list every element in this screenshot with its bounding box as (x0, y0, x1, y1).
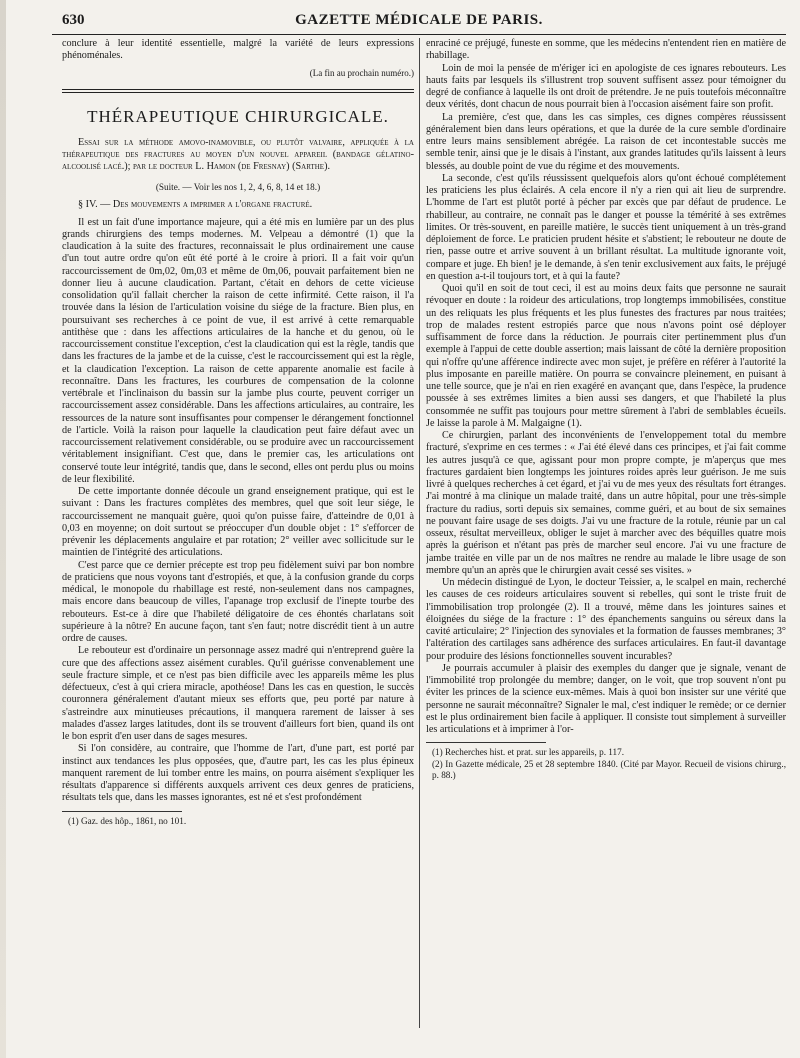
journal-title: GAZETTE MÉDICALE DE PARIS. (295, 12, 543, 28)
paragraph: enraciné ce préjugé, funeste en somme, que les médecins n'entendent rien en matière de rhabillage. (426, 38, 786, 62)
top-lines: conclure à leur identité essentielle, malgré la variété de leurs expressions phénoménales. (62, 38, 414, 62)
page-number: 630 (62, 12, 85, 28)
footnote: (1) Recherches hist. et prat. sur les appareils, p. 117. (432, 747, 625, 758)
section-title: THÉRAPEUTIQUE CHIRURGICALE. (87, 106, 389, 126)
section-divider (62, 89, 414, 93)
column-rule (419, 38, 420, 1028)
paragraph: Il est un fait d'une importance majeure, qui a été mis en lumière par un des plus grands chirurgiens des temps modernes. M. Velpeau a démontré (1) que la claudication à la suite des fractures, reconnaissait le plus ordinairement une cause d'un tout autre ordre qu'on eût été porté à le croire à priori. Il a fait voir qu'un raccourcissement de 0m,02, 0m,03 et même de 0m,06, pouvait parfaitement bien ne donner lieu à aucune claudication. Partant, c'était en dehors de cette vicieuse consolidation qu'il fallait chercher la raison de cette infirmité. Cette raison, il l'a trouvée dans la lésion de l'articulation voisine du siége de la fracture. Bien plus, en poursuivant ses recherches à ce point de vue, il est arrivé à cette remarquable antithèse que : dans les affections articulaires de la hanche et du genou, où le raccourcissement constitue l'exception, c'est la claudication qui est la règle, tandis que dans les fractures de la jambe et de la cuisse, c'est le raccourcissement qui est la règle, et la claudication l'exception. La raison de cette apparente anomalie est facile à reconnaître. Dans les fractures, les courbures de compensation de la colonne vertébrale et l'inclinaison du bassin sur la jambe plus courte, peuvent corriger un raccourcissement assez considérable. Dans les affections articulaires, au contraire, les ressources de la nature sont insuffisantes pour compenser le dérangement fonctionnel de l'article. Voilà la raison pour laquelle la claudication peut faire défaut avec un raccourcissement relativement considérable, ou se produire avec un raccourcissement véritablement insignifiant. C'est que, dans le premier cas, les articulations ont conservé toute leur intégrité, tandis que, dans le second, elles ont perdu plus ou moins de leur flexibilité. (62, 216, 414, 485)
right-column (426, 38, 786, 1038)
essay-title: Essai sur la méthode amovo-inamovible, ou plutôt valvaire, appliquée à la thérapeutique des fractures au moyen d'un nouvel appareil (bandage gélatino-alcoolisé lacé.); par le docteur L. Hamon (de Fresnay) (Sarthe). (62, 136, 414, 173)
footnote: (1) Gaz. des hôp., 1861, no 101. (68, 815, 187, 826)
paragraph: Quoi qu'il en soit de tout ceci, il est au moins deux faits que personne ne saurait révoquer en doute : la roideur des articulations, trop longtemps immobilisées, constitue un des reliquats les plus fréquents et les plus funestes des fractures par nous traitées; trop de malades restent estropiés parce que nous n'avons point osé déployer suffisamment de force dans la réduction. Je pourrais citer pertinemment plus d'un exemple à l'appui de cette double assertion; mais laissant de côté la dernière proposition qui n'offre qu'une afférence indirecte avec mon sujet, je préfère en référer à l'autorité la plus imposante en pareille matière. On pourra se convaincre pleinement, en puisant à une telle source, que je n'ai en rien exagéré en avançant que, dans l'espèce, la prudence poussée à ses extrêmes limites a bien aussi ses dangers, et que l'habileté la plus consommée ne suffit pas toujours pour mettre sûrement à l'abri de semblables écueils. Je laisse la parole à M. Malgaigne (1). (426, 283, 786, 429)
paragraph: Si l'on considère, au contraire, que l'homme de l'art, d'une part, est porté par instinct aux tendances les plus opposées, que, d'autre part, les cas les plus épineux manquent rarement de lui tomber entre les mains, on pourra aisément s'expliquer les résultats d'apparence si différents auxquels arrivent ces deux genres de praticiens, résultats tels que, dans les masses ignorantes, est né et s'est profondément (62, 743, 414, 804)
paragraph: Loin de moi la pensée de m'ériger ici en apologiste de ces ignares rebouteurs. Les hauts faits par lesquels ils s'illustrent trop souvent suffisent assez pour témoigner du degré de confiance à laquelle ils ont droit de prétendre. Je ne puis toutefois méconnaître deux vérités, dont chacun de nous pourrait bien à l'occasion aisément faire son profit. (426, 62, 786, 111)
paragraph: Un médecin distingué de Lyon, le docteur Teissier, a, le scalpel en main, recherché les causes de ces roideurs articulaires souvent si rebelles, qui sont le triste fruit de l'immobilisation trop prolongée (2). Il a trouvé, même dans les jointures saines et éloignées du siége de la fracture : 1° des épanchements sanguins ou séreux dans la cavité articulaire; 2° l'injection des synoviales et la formation de fausses membranes; 3° l'altération des cartilages sans adhérence des surfaces articulaires. En faut-il davantage pour produire des lésions fonctionnelles souvent incurables? (426, 577, 786, 662)
footnote: (2) In Gazette médicale, 25 et 28 septembre 1840. (Cité par Mayor. Recueil de visions chirurg., p. 88.) (432, 758, 786, 781)
left-column (62, 38, 414, 1038)
paragraph: La seconde, c'est qu'ils réussissent quelquefois alors qu'ont échoué complétement les praticiens les plus éclairés. A cela encore il n'y a rien qui ait lieu de surprendre. L'homme de l'art est plutôt porté à pécher par excès que par défaut de prudence. Le rhabilleur, au contraire, ne connaît pas le danger et pousse la témérité à ses extrêmes limites. Or très-souvent, en pareille matière, le succès tient uniquement à un très-grand déploiement de force. Le praticien prudent hésite et s'abstient; le rebouteur ne doute de rien, passe outre et arrive souvent à un brillant résultat. La multitude ignorante voit, compare et juge. Eh bien! je le demande, à s'en tenir exclusivement aux faits, le préjugé en question a-t-il toujours tort, et à qui la faute? (426, 172, 786, 282)
paragraph: La première, c'est que, dans les cas simples, ces dignes compères réussissent généralement bien dans leurs opérations, et que la durée de la cure semble d'ordinaire entre leurs mains sensiblement abrégée. La raison de cet incontestable succès me semble tenir, ainsi que je le disais à l'instant, aux grandes latitudes qu'ils laissent à leurs blessés, au double point de vue du régime et des mouvements. (426, 111, 786, 172)
paragraph: Ce chirurgien, parlant des inconvénients de l'enveloppement total du membre fracturé, s'exprime en ces termes : « J'ai été élevé dans ces principes, et j'ai fait comme les autres jusqu'à ce que, agissant pour mon propre compte, je m'aperçus que mes fractures gardaient bien longtemps les jointures roides après leur guérison. Je me suis livré à quelques recherches à cet égard, et j'ai vu de mes yeux des résultats fort étranges. J'ai montré à ma clinique un malade traité, dans un autre hôpital, pour une très-simple fracture du radius, sorti depuis six semaines, comme guéri, et au bout de six semaines ne pouvant faire usage de ses doigts. J'ai vu une fracture de la rotule, réunie par un cal osseux, résultat merveilleux, obliger le sujet à marcher avec des béquilles quatre mois après la guérison et n'étant pas près de marcher seul encore. J'ai vu une fracture de jambe traitée en ville par un de nos maîtres ne rendre au malade le libre usage de son membre qu'un an après que le chirurgien avait cessé ses visites. » (426, 430, 786, 576)
columns (62, 38, 786, 1038)
suite-note: (Suite. — Voir les nos 1, 2, 4, 6, 8, 14 et 18.) (155, 181, 321, 192)
footnote-rule (62, 811, 182, 812)
subsection-heading (62, 198, 414, 211)
paragraph: C'est parce que ce dernier précepte est trop peu fidèlement suivi par bon nombre de praticiens que nous voyons tant d'estropiés, et que, à la confusion grande du corps médical, le monopole du rhabillage est resté, non-seulement dans nos campagnes, mais encore dans beaucoup de villes, l'apanage trop exclusif de l'inepte tourbe des rebouteurs. Est-ce à dire que l'habileté déligatoire de ces éhontés charlatans soit supérieure à la nôtre? En aucune façon, tant s'en faut; notre discrédit tient à un autre ordre de causes. (62, 559, 414, 644)
page-header (52, 8, 786, 35)
paragraph: De cette importante donnée découle un grand enseignement pratique, qui est le suivant : Dans les fractures complètes des membres, quel que soit leur siége, le raccourcissement ne manquait guère, quoi qu'on puisse faire, d'atteindre de 0,01 à 0,03 en moyenne; on doit surtout se préoccuper d'un double objet : 1° s'efforcer de prévenir les déplacements angulaire et par rotation; 2° veiller avec sollicitude sur le maintien de l'intégrité des articulations. (62, 486, 414, 559)
continuation-note: (La fin au prochain numéro.) (309, 67, 414, 78)
paragraph: Le rebouteur est d'ordinaire un personnage assez madré qui n'entreprend guère la cure que des affections assez aisément curables. Qu'il guérisse convenablement une seule fracture simple, et ce n'est pas bien difficile avec les appareils même les plus défectueux, c'est à qui criera miracle, apothéose! Dans les cas en question, le succès couronnera généralement d'autant mieux ses efforts que, peu porté par nature à s'astreindre aux minutieuses précautions, il manquera rarement de laisser à ses malades d'assez larges latitudes, dont ils se trouvent d'ailleurs fort bien, quand ils ont le bon esprit d'en user dans de sages mesures. (62, 645, 414, 742)
subsection-text: § IV. — Des mouvements a imprimer a l'organe fracturé. (78, 198, 313, 210)
paragraph: Je pourrais accumuler à plaisir des exemples du danger que je signale, venant de l'immobilité trop prolongée du membre; danger, on le voit, que trop souvent n'ont pu éviter les princes de la science eux-mêmes. Mais à quoi bon insister sur une vérité que personne ne saurait méconnaître? Signaler le mal, c'est indiquer le remède; or ce dernier est le plus ordinairement bien facile à appliquer. Il consiste tout simplement à surveiller les articulations et à imprimer à l'or- (426, 662, 786, 735)
footnote-rule (426, 742, 546, 743)
